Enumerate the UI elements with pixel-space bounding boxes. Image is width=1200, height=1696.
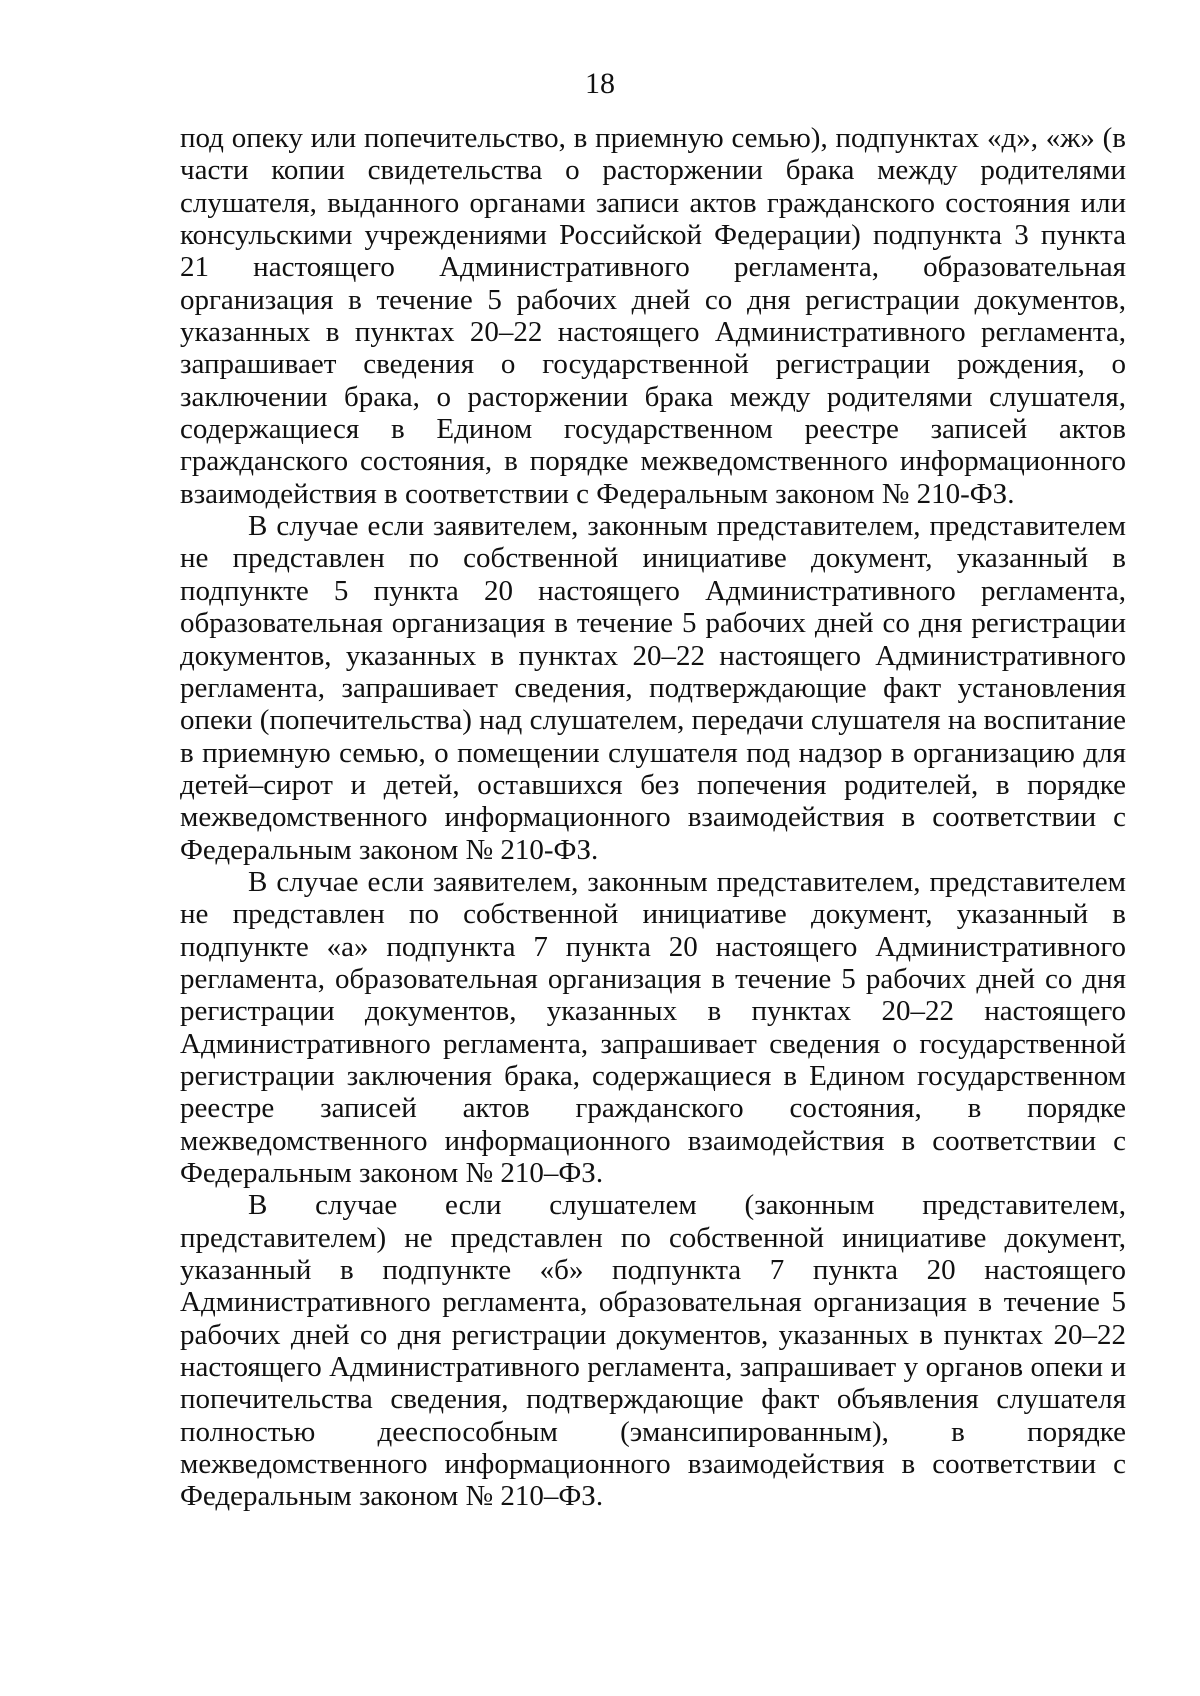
document-body	[180, 122, 1126, 1513]
paragraph-guardianship-request: В случае если заявителем, законным представителем, представителем не представлен по собственной инициативе документ, указанный в подпункте 5 пункта 20 настоящего Административного регламента, образовательная организация в течение 5 рабочих дней со дня регистрации документов, указанных в пунктах 20–22 настоящего Административного регламента, запрашивает сведения, подтверждающие факт установления опеки (попечительства) над слушателем, передачи слушателя на воспитание в приемную семью, о помещении слушателя под надзор в организацию для детей–сирот и детей, оставшихся без попечения родителей, в порядке межведомственного информационного взаимодействия в соответствии с Федеральным законом № 210-ФЗ.	[180, 510, 1126, 866]
page-number: 18	[585, 67, 615, 100]
paragraph-emancipation-request: В случае если слушателем (законным представителем, представителем) не представлен по собственной инициативе документ, указанный в подпункте «б» подпункта 7 пункта 20 настоящего Административного регламента, образовательная организация в течение 5 рабочих дней со дня регистрации документов, указанных в пунктах 20–22 настоящего Административного регламента, запрашивает у органов опеки и попечительства сведения, подтверждающие факт объявления слушателя полностью дееспособным (эмансипированным), в порядке межведомственного информационного взаимодействия в соответствии с Федеральным законом № 210–ФЗ.	[180, 1189, 1126, 1513]
paragraph-continuation: под опеку или попечительство, в приемную семью), подпунктах «д», «ж» (в части копии свидетельства о расторжении брака между родителями слушателя, выданного органами записи актов гражданского состояния или консульскими учреждениями Российской Федерации) подпункта 3 пункта 21 настоящего Административного регламента, образовательная организация в течение 5 рабочих дней со дня регистрации документов, указанных в пунктах 20–22 настоящего Административного регламента, запрашивает сведения о государственной регистрации рождения, о заключении брака, о расторжении брака между родителями слушателя, содержащиеся в Едином государственном реестре записей актов гражданского состояния, в порядке межведомственного информационного взаимодействия в соответствии с Федеральным законом № 210-ФЗ.	[180, 122, 1126, 510]
paragraph-marriage-registration-request: В случае если заявителем, законным представителем, представителем не представлен по собственной инициативе документ, указанный в подпункте «а» подпункта 7 пункта 20 настоящего Административного регламента, образовательная организация в течение 5 рабочих дней со дня регистрации документов, указанных в пунктах 20–22 настоящего Административного регламента, запрашивает сведения о государственной регистрации заключения брака, содержащиеся в Едином государственном реестре записей актов гражданского состояния, в порядке межведомственного информационного взаимодействия в соответствии с Федеральным законом № 210–ФЗ.	[180, 865, 1126, 1189]
